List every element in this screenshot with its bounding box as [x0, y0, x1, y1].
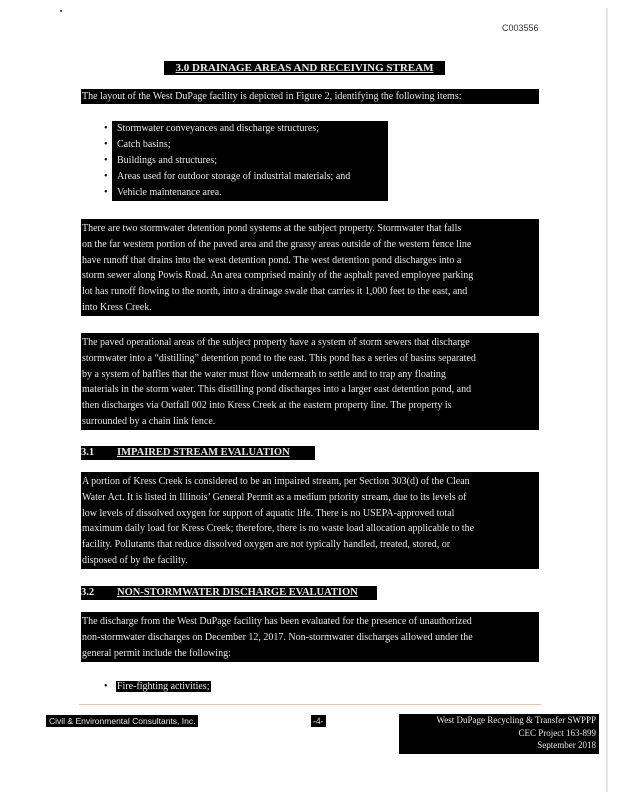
paragraph-impaired-stream: A portion of Kress Creek is considered to be an impaired stream, per Section 303(d) of the Clean Water Act. It is listed in Illinois’ General Permit as a medium priority stream, due to its levels of low levels of dissolved oxygen for support of aquatic life. There is no USEPA-approved total maximum daily load for Kress Creek; therefore, there is no waste load allocation applicable to the facility. Pollutants that reduce dissolved oxygen are not typically handled, treated, stored, or disposed of by the facility. — [81, 472, 539, 569]
footer-page-number: -4- — [313, 716, 324, 726]
footer-divider — [79, 704, 541, 705]
list-item: • Buildings and structures; — [104, 155, 217, 166]
bullet-icon: • — [104, 187, 108, 198]
subsection-heading-3-2: 3.2 NON-STORMWATER DISCHARGE EVALUATION — [81, 586, 377, 600]
document-id: C003556 — [502, 23, 539, 33]
bullet-icon: • — [104, 139, 108, 150]
bullet-icon: • — [104, 681, 108, 692]
paragraph-non-stormwater: The discharge from the West DuPage facility has been evaluated for the presence of unauthorized non-stormwater discharges on December 12, 2017. Non-stormwater discharges allowed under the general permit include the following: — [81, 612, 539, 662]
intro-text: The layout of the West DuPage facility is depicted in Figure 2, identifying the following items: — [81, 89, 539, 104]
list-item: • Fire-fighting activities; — [104, 681, 210, 692]
scan-edge — [606, 8, 608, 792]
section-heading: 3.0 DRAINAGE AREAS AND RECEIVING STREAM — [164, 61, 445, 75]
paragraph-storm-sewers: The paved operational areas of the subject property have a system of storm sewers that discharge stormwater into a “distilling” detention pond to the east. This pond has a series of basins separated by a system of baffles that the water must flow underneath to settle and to trap any floating materials in the storm water. This distilling pond discharges into a larger east detention pond, and then discharges via Outfall 002 into Kress Creek at the eastern property line. The property is surrounded by a chain link fence. — [81, 333, 539, 430]
bullet-icon: • — [104, 123, 108, 134]
list-item: • Areas used for outdoor storage of industrial materials; and — [104, 171, 351, 182]
list-item: • Catch basins; — [104, 139, 171, 150]
bullet-icon: • — [104, 155, 108, 166]
list-item: • Vehicle maintenance area. — [104, 187, 222, 198]
paragraph-detention-ponds: There are two stormwater detention pond systems at the subject property. Stormwater that falls on the far western portion of the paved area and the grassy areas outside of the western fence line have runoff that drains into the west detention pond. The west detention pond discharges into a storm sewer along Powis Road. An area comprised mainly of the asphalt paved employee parking lot has runoff flowing to the north, into a drainage swale that carries it 1,000 feet to the east, and into Kress Creek. — [81, 219, 539, 316]
subsection-heading-3-1: 3.1 IMPAIRED STREAM EVALUATION — [81, 446, 315, 460]
footer-project-info: West DuPage Recycling & Transfer SWPPP CEC Project 163-899 September 2018 — [399, 714, 599, 754]
scan-speck — [60, 10, 62, 12]
footer-company: Civil & Environmental Consultants, Inc. — [46, 715, 198, 727]
list-item: • Stormwater conveyances and discharge structures; — [104, 123, 319, 134]
bullet-icon: • — [104, 171, 108, 182]
